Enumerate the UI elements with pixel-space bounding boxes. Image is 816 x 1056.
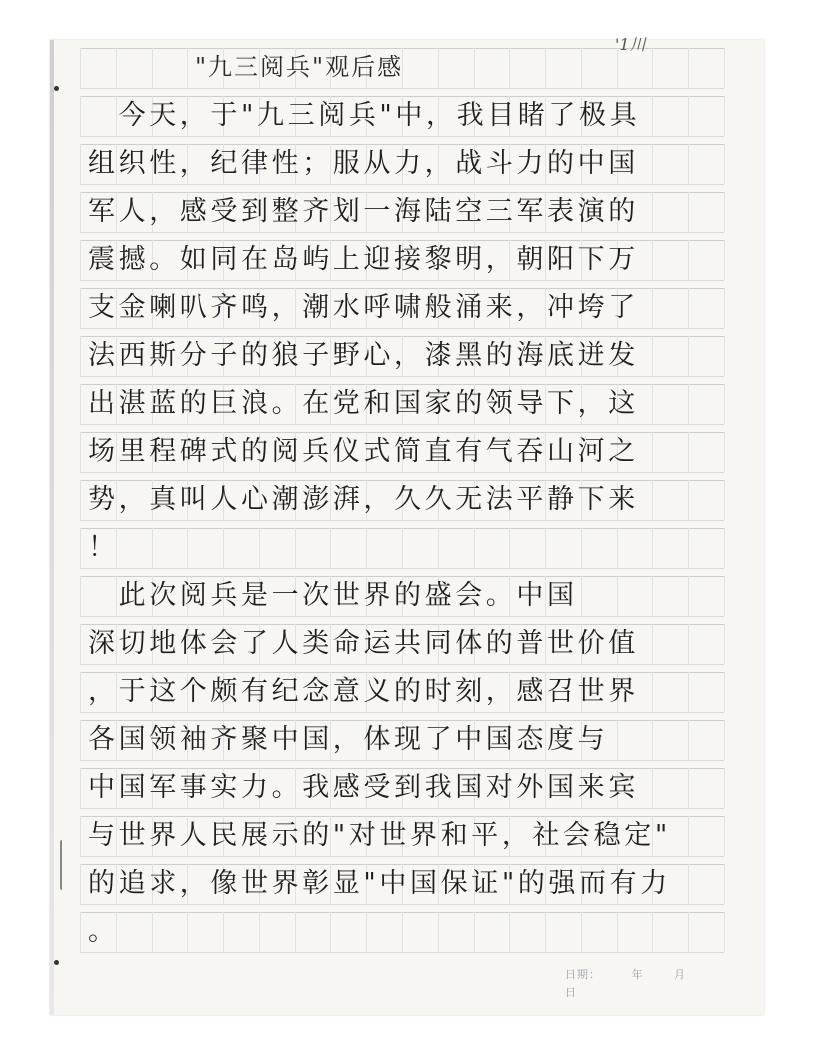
grid-line — [80, 952, 724, 953]
grid-cell-divider — [724, 192, 725, 232]
essay-line: 今天，于"九三阅兵"中，我目睹了极具 — [88, 100, 641, 131]
essay-line: 场里程碑式的阅兵仪式简直有气吞山河之 — [88, 436, 639, 467]
grid-line — [80, 136, 724, 137]
grid-cell-divider — [724, 912, 725, 952]
essay-title: "九三阅兵"观后感 — [195, 53, 404, 81]
essay-line: ，于这个颇有纪念意义的时刻，感召世界 — [88, 676, 639, 707]
grid-cell-divider — [724, 288, 725, 328]
grid-cell-divider — [80, 144, 81, 184]
binding-mark — [60, 840, 68, 890]
grid-line — [80, 664, 724, 665]
date-label: 日期： — [565, 968, 601, 981]
grid-cell-divider — [724, 672, 725, 712]
essay-line: 此次阅兵是一次世界的盛会。中国 — [88, 580, 578, 611]
grid-cell-divider — [80, 624, 81, 664]
month-label: 月 — [674, 968, 686, 981]
grid-cell-divider — [116, 48, 117, 88]
grid-cell-divider — [80, 672, 81, 712]
grid-cell-divider — [80, 336, 81, 376]
grid-cell-divider — [80, 576, 81, 616]
grid-cell-divider — [724, 720, 725, 760]
essay-line: 的追求，像世界彰显"中国保证"的强而有力 — [88, 868, 671, 899]
grid-cell-divider — [80, 912, 81, 952]
essay-line: 出湛蓝的巨浪。在党和国家的领导下，这 — [88, 388, 639, 419]
date-footer — [565, 966, 725, 999]
grid-cell-divider — [545, 48, 546, 88]
grid-cell-divider — [581, 48, 582, 88]
day-label: 日 — [565, 986, 577, 999]
grid-line — [80, 760, 724, 761]
punch-dot — [54, 960, 59, 965]
essay-line: 中国军事实力。我感受到我国对外国来宾 — [88, 772, 639, 803]
grid-cell-divider — [724, 480, 725, 520]
grid-line — [80, 520, 724, 521]
grid-cell-divider — [724, 96, 725, 136]
grid-cell-divider — [80, 480, 81, 520]
grid-line — [80, 232, 724, 233]
grid-cell-divider — [80, 432, 81, 472]
grid-cell-divider — [724, 336, 725, 376]
essay-line: 各国领袖齐聚中国，体现了中国态度与 — [88, 724, 609, 755]
grid-line — [80, 88, 724, 89]
corner-note: '1川 — [615, 35, 646, 54]
grid-cell-divider — [724, 384, 725, 424]
grid-line — [80, 280, 724, 281]
year-label: 年 — [631, 968, 644, 981]
grid-line — [80, 856, 724, 857]
grid-cell-divider — [724, 48, 725, 88]
essay-line: 法西斯分子的狼子野心，漆黑的海底迸发 — [88, 340, 639, 371]
grid-cell-divider — [724, 816, 725, 856]
grid-cell-divider — [724, 432, 725, 472]
grid-cell-divider — [724, 576, 725, 616]
essay-line: 深切地体会了人类命运共同体的普世价值 — [88, 628, 639, 659]
grid-line — [80, 424, 724, 425]
grid-cell-divider — [509, 48, 510, 88]
grid-line — [80, 376, 724, 377]
grid-cell-divider — [724, 624, 725, 664]
essay-line: 军人，感受到整齐划一海陆空三军表演的 — [88, 196, 639, 227]
essay-line: 支金喇叭齐鸣，潮水呼啸般涌来，冲垮了 — [88, 292, 639, 323]
grid-line — [80, 904, 724, 905]
grid-cell-divider — [80, 192, 81, 232]
punch-dot — [54, 86, 59, 91]
grid-cell-divider — [80, 768, 81, 808]
grid-line — [80, 616, 724, 617]
essay-line: 。 — [88, 916, 119, 947]
grid-line — [80, 328, 724, 329]
grid-cell-divider — [80, 240, 81, 280]
grid-cell-divider — [80, 288, 81, 328]
grid-cell-divider — [187, 48, 188, 88]
page-edge — [50, 40, 54, 1015]
grid-cell-divider — [80, 816, 81, 856]
grid-cell-divider — [80, 384, 81, 424]
grid-cell-divider — [80, 48, 81, 88]
grid-line — [80, 184, 724, 185]
essay-line: ！ — [88, 532, 119, 563]
essay-line: 与世界人民展示的"对世界和平，社会稳定" — [88, 820, 671, 851]
grid-cell-divider — [724, 768, 725, 808]
essay-line: 组织性，纪律性；服从力，战斗力的中国 — [88, 148, 639, 179]
grid-line — [80, 568, 724, 569]
grid-cell-divider — [80, 528, 81, 568]
grid-cell-divider — [80, 720, 81, 760]
grid-line — [80, 808, 724, 809]
grid-cell-divider — [724, 528, 725, 568]
grid-line — [80, 472, 724, 473]
grid-cell-divider — [724, 864, 725, 904]
grid-line — [80, 712, 724, 713]
grid-cell-divider — [724, 240, 725, 280]
grid-cell-divider — [724, 144, 725, 184]
grid-cell-divider — [80, 864, 81, 904]
essay-line: 势，真叫人心潮澎湃，久久无法平静下来 — [88, 484, 639, 515]
grid-cell-divider — [80, 96, 81, 136]
essay-line: 震撼。如同在岛屿上迎接黎明，朝阳下万 — [88, 244, 639, 275]
grid-cell-divider — [152, 48, 153, 88]
